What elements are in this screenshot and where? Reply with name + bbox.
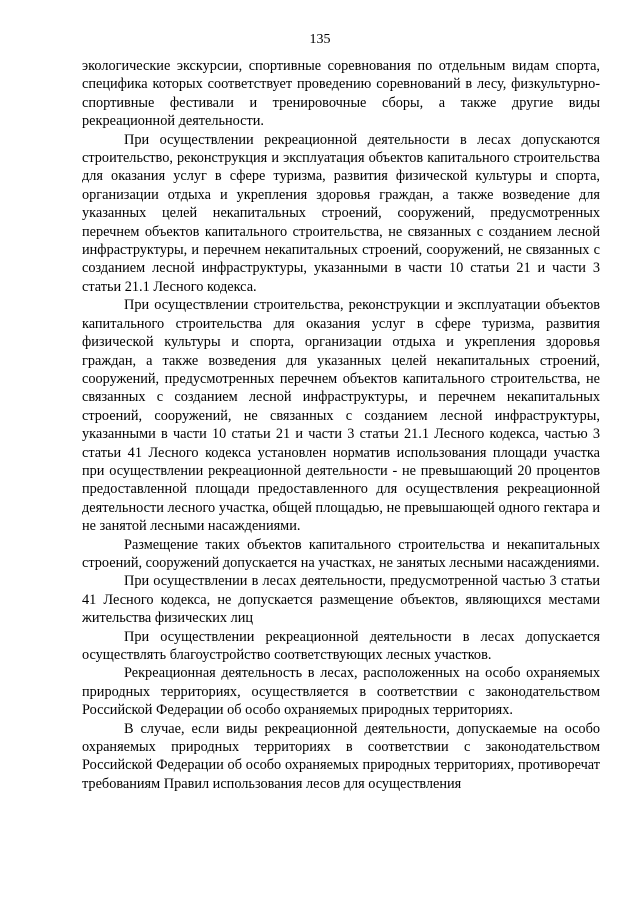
paragraph-recreation-construction: При осуществлении рекреационной деятельности в лесах допускаются строительство, реконструкция и эксплуатация объектов капитального строительства для оказания услуг в сфере туризма, развития физической культуры и спорта, организации отдыха и укрепления здоровья граждан, а также возведение для указанных целей некапитальных строений, сооружений, предусмотренных перечнем объектов капитального строительства, не связанных с созданием лесной инфраструктуры, и перечнем некапитальных строений, сооружений, не связанных с созданием лесной инфраструктуры, указанными в части 10 статьи 21 и части 3 статьи 21.1 Лесного кодекса. [82,131,600,295]
page-number: 135 [309,32,331,47]
paragraph-continued: экологические экскурсии, спортивные соревнования по отдельным видам спорта, специфика которых соответствует проведению соревнований в лесу, физкультурно-спортивные фестивали и тренировочные сборы, а также другие виды рекреационной деятельности. [82,58,600,130]
paragraph-land-use-norm: При осуществлении строительства, реконструкции и эксплуатации объектов капитального строительства для оказания услуг в сфере туризма, развития физической культуры и спорта, организации отдыха и укрепления здоровья граждан, а также возведения для указанных целей некапитальных строений, сооружений, предусмотренных перечнем объектов капитального строительства, не связанных с созданием лесной инфраструктуры, и перечнем некапитальных строений, сооружений, не связанных с созданием лесной инфраструктуры, указанными в части 10 статьи 21 и части 3 статьи 21.1 Лесного кодекса, частью 3 статьи 41 Лесного кодекса установлен норматив использования площади участка при осуществлении рекреационной деятельности - не превышающий 20 процентов предоставленной площади предоставленного для осуществления рекреационной деятельности лесного участка, общей площадью, не превышающей одного гектара и не занятой лесными насаждениями. [82,297,600,535]
paragraph-residence-prohibition: При осуществлении в лесах деятельности, предусмотренной частью 3 статьи 41 Лесного кодекса, не допускается размещение объектов, являющихся местами жительства физических лиц [82,573,600,627]
paragraph-improvement: При осуществлении рекреационной деятельности в лесах допускается осуществлять благоустройство соответствующих лесных участков. [82,628,600,663]
paragraph-placement-rule: Размещение таких объектов капитального строительства и некапитальных строений, сооружений допускается на участках, не занятых лесными насаждениями. [82,536,600,571]
document-body [82,57,600,793]
paragraph-contradiction-case: В случае, если виды рекреационной деятельности, допускаемые на особо охраняемых природных территориях в соответствии с законодательством Российской Федерации об особо охраняемых природных территориях, противоречат требованиям Правил использования лесов для осуществления [82,720,600,792]
paragraph-protected-areas: Рекреационная деятельность в лесах, расположенных на особо охраняемых природных территориях, осуществляется в соответствии с законодательством Российской Федерации об особо охраняемых природных территориях. [82,665,600,719]
